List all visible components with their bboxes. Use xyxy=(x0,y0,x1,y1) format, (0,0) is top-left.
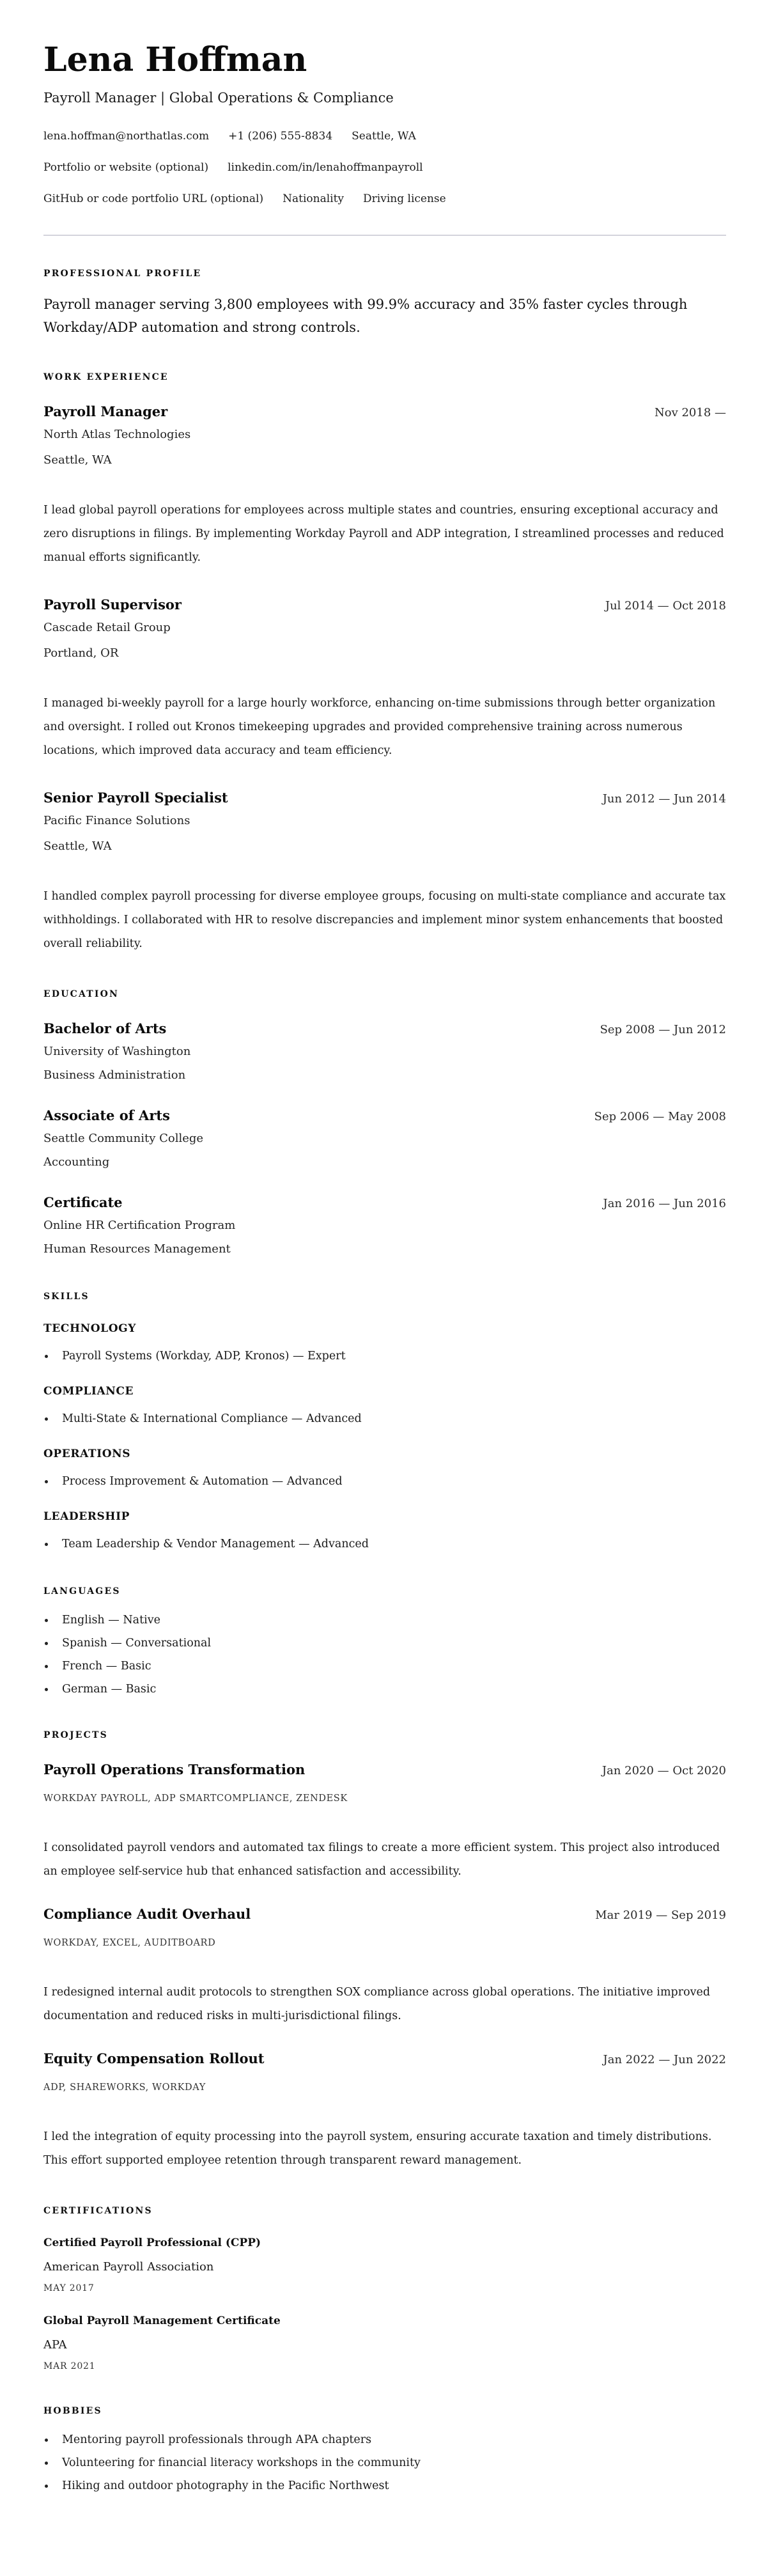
section-heading: CERTIFICATIONS xyxy=(43,2206,153,2216)
bullet-icon xyxy=(45,1543,48,1546)
header-divider xyxy=(43,235,726,236)
language-item xyxy=(43,1655,726,1678)
skill-text: Multi-State & International Compliance — Advanced xyxy=(62,1412,362,1425)
contact-linkedin[interactable]: linkedin.com/in/lenahoffmanpayroll xyxy=(228,161,423,174)
field-of-study: Accounting xyxy=(43,1155,110,1169)
bullet-icon xyxy=(45,1480,48,1483)
skill-group-title: COMPLIANCE xyxy=(43,1385,134,1398)
skill-group xyxy=(43,1384,726,1428)
school: University of Washington xyxy=(43,1045,191,1058)
field-of-study: Human Resources Management xyxy=(43,1242,231,1256)
education-date: Sep 2006 — May 2008 xyxy=(594,1110,726,1123)
project-tags: ADP, SHAREWORKS, WORKDAY xyxy=(43,2082,206,2093)
section-heading: PROFESSIONAL PROFILE xyxy=(43,269,202,279)
certification-entry xyxy=(43,2313,726,2373)
language-item xyxy=(43,1678,726,1701)
skill-item xyxy=(43,1410,726,1428)
hobby-text: Volunteering for financial literacy workshops in the community xyxy=(62,2456,421,2469)
experience-section xyxy=(43,371,726,956)
section-heading: EDUCATION xyxy=(43,989,120,999)
skill-group-title: LEADERSHIP xyxy=(43,1510,130,1523)
languages-section xyxy=(43,1585,726,1701)
hobby-item xyxy=(43,2428,726,2451)
job-description: I handled complex payroll processing for diverse employee groups, focusing on multi-state compliance and accurate tax withholdings. I collaborated with HR to resolve discrepancies and implement minor system enhancements that boosted overall reliability. xyxy=(43,890,726,950)
job-location: Seattle, WA xyxy=(43,453,112,467)
education-section xyxy=(43,988,726,1258)
degree: Associate of Arts xyxy=(43,1107,170,1123)
section-heading: PROJECTS xyxy=(43,1730,108,1740)
skill-group-title: OPERATIONS xyxy=(43,1448,131,1460)
language-text: Spanish — Conversational xyxy=(62,1637,212,1650)
skill-group-title: TECHNOLOGY xyxy=(43,1322,136,1335)
project-date: Mar 2019 — Sep 2019 xyxy=(595,1909,726,1922)
section-heading: LANGUAGES xyxy=(43,1586,121,1596)
skill-text: Payroll Systems (Workday, ADP, Kronos) — Expert xyxy=(62,1350,346,1362)
certification-title: Global Payroll Management Certificate xyxy=(43,2314,281,2327)
project-title: Equity Compensation Rollout xyxy=(43,2050,265,2066)
section-heading: WORK EXPERIENCE xyxy=(43,372,169,382)
school: Online HR Certification Program xyxy=(43,1219,236,1232)
job-description: I managed bi-weekly payroll for a large hourly workforce, enhancing on-time submissions through better organization and oversight. I rolled out Kronos timekeeping upgrades and provided comprehensive training across numerous locations, which improved data accuracy and team efficiency. xyxy=(43,697,716,757)
bullet-icon xyxy=(45,1417,48,1421)
education-entry xyxy=(43,1193,726,1258)
project-title: Compliance Audit Overhaul xyxy=(43,1906,251,1922)
bullet-icon xyxy=(45,1619,48,1622)
job-entry xyxy=(43,788,726,956)
skill-item xyxy=(43,1472,726,1490)
bullet-icon xyxy=(45,2462,48,2465)
hobby-item xyxy=(43,2474,726,2497)
project-title: Payroll Operations Transformation xyxy=(43,1761,306,1777)
skill-text: Process Improvement & Automation — Advanced xyxy=(62,1475,343,1488)
project-entry xyxy=(43,1760,726,1884)
skill-group xyxy=(43,1509,726,1553)
contact-github[interactable]: GitHub or code portfolio URL (optional) xyxy=(43,192,264,205)
project-description: I consolidated payroll vendors and automated tax filings to create a more efficient system. This project also introduced an employee self-service hub that enhanced satisfaction and accessibility. xyxy=(43,1841,720,1878)
education-entry xyxy=(43,1106,726,1171)
project-date: Jan 2022 — Jun 2022 xyxy=(603,2053,726,2066)
job-location: Portland, OR xyxy=(43,646,119,660)
skill-group xyxy=(43,1446,726,1490)
degree: Bachelor of Arts xyxy=(43,1020,167,1036)
hobby-text: Mentoring payroll professionals through APA chapters xyxy=(62,2433,372,2446)
bullet-icon xyxy=(45,2485,48,2488)
certification-entry xyxy=(43,2235,726,2295)
candidate-headline: Payroll Manager | Global Operations & Compliance xyxy=(43,90,394,105)
contact-row xyxy=(43,190,726,208)
language-item xyxy=(43,1609,726,1632)
project-description: I redesigned internal audit protocols to strengthen SOX compliance across global operations. The initiative improved documentation and reduced risks in multi-jurisdictional filings. xyxy=(43,1986,711,2022)
field-of-study: Business Administration xyxy=(43,1068,186,1082)
section-heading: HOBBIES xyxy=(43,2406,102,2416)
project-entry xyxy=(43,2049,726,2173)
language-text: French — Basic xyxy=(62,1660,151,1673)
certification-issuer: American Payroll Association xyxy=(43,2260,214,2274)
contact-phone[interactable]: +1 (206) 555-8834 xyxy=(228,130,333,143)
section-heading: SKILLS xyxy=(43,1292,89,1302)
job-date: Jun 2012 — Jun 2014 xyxy=(602,792,726,806)
language-text: English — Native xyxy=(62,1614,160,1627)
bullet-icon xyxy=(45,1688,48,1691)
resume-header xyxy=(43,40,726,208)
certifications-section xyxy=(43,2205,726,2373)
contact-portfolio[interactable]: Portfolio or website (optional) xyxy=(43,161,209,174)
job-date: Jul 2014 — Oct 2018 xyxy=(605,599,726,613)
contact-driving-license: Driving license xyxy=(363,192,446,205)
project-entry xyxy=(43,1905,726,2028)
degree: Certificate xyxy=(43,1194,123,1210)
contact-row xyxy=(43,127,726,145)
school: Seattle Community College xyxy=(43,1132,204,1145)
skill-text: Team Leadership & Vendor Management — Advanced xyxy=(62,1538,369,1550)
hobby-item xyxy=(43,2451,726,2474)
job-date: Nov 2018 — xyxy=(654,406,726,419)
profile-section xyxy=(43,267,726,339)
job-title: Payroll Supervisor xyxy=(43,597,182,613)
projects-section xyxy=(43,1729,726,2173)
bullet-icon xyxy=(45,2439,48,2442)
certification-title: Certified Payroll Professional (CPP) xyxy=(43,2236,261,2249)
job-company: Pacific Finance Solutions xyxy=(43,814,190,827)
job-location: Seattle, WA xyxy=(43,839,112,853)
job-description: I lead global payroll operations for employees across multiple states and countries, ensuring exceptional accuracy and zero disruptions in filings. By implementing Workday Payroll and ADP integration, I streamlined processes and reduced manual efforts significantly. xyxy=(43,504,724,564)
contact-location: Seattle, WA xyxy=(352,130,416,143)
bullet-icon xyxy=(45,1355,48,1358)
bullet-icon xyxy=(45,1642,48,1645)
job-company: North Atlas Technologies xyxy=(43,428,191,441)
skill-group xyxy=(43,1321,726,1365)
profile-summary: Payroll manager serving 3,800 employees with 99.9% accuracy and 35% faster cycles through Workday/ADP automation and strong controls. xyxy=(43,297,688,335)
certification-date: MAY 2017 xyxy=(43,2283,95,2293)
skill-item xyxy=(43,1347,726,1365)
job-entry xyxy=(43,402,726,570)
project-tags: WORKDAY, EXCEL, AUDITBOARD xyxy=(43,1938,216,1948)
skills-section xyxy=(43,1290,726,1553)
contact-nationality: Nationality xyxy=(283,192,345,205)
candidate-name: Lena Hoffman xyxy=(43,40,307,79)
education-entry xyxy=(43,1019,726,1084)
education-date: Sep 2008 — Jun 2012 xyxy=(600,1023,726,1036)
job-title: Senior Payroll Specialist xyxy=(43,790,228,806)
language-item xyxy=(43,1632,726,1655)
contact-email[interactable]: lena.hoffman@northatlas.com xyxy=(43,130,210,143)
project-tags: WORKDAY PAYROLL, ADP SMARTCOMPLIANCE, ZENDESK xyxy=(43,1793,348,1804)
job-entry xyxy=(43,595,726,763)
contact-row xyxy=(43,159,726,176)
certification-date: MAR 2021 xyxy=(43,2361,96,2371)
project-date: Jan 2020 — Oct 2020 xyxy=(601,1764,726,1777)
certification-issuer: APA xyxy=(43,2338,67,2352)
language-text: German — Basic xyxy=(62,1683,157,1696)
project-description: I led the integration of equity processing into the payroll system, ensuring accurate taxation and timely distributions. This effort supported employee retention through transparent reward management. xyxy=(43,2130,712,2167)
job-title: Payroll Manager xyxy=(43,403,168,419)
hobbies-section xyxy=(43,2405,726,2497)
skill-item xyxy=(43,1535,726,1553)
job-company: Cascade Retail Group xyxy=(43,621,171,634)
bullet-icon xyxy=(45,1665,48,1668)
hobby-text: Hiking and outdoor photography in the Pacific Northwest xyxy=(62,2479,389,2492)
education-date: Jan 2016 — Jun 2016 xyxy=(603,1197,726,1210)
